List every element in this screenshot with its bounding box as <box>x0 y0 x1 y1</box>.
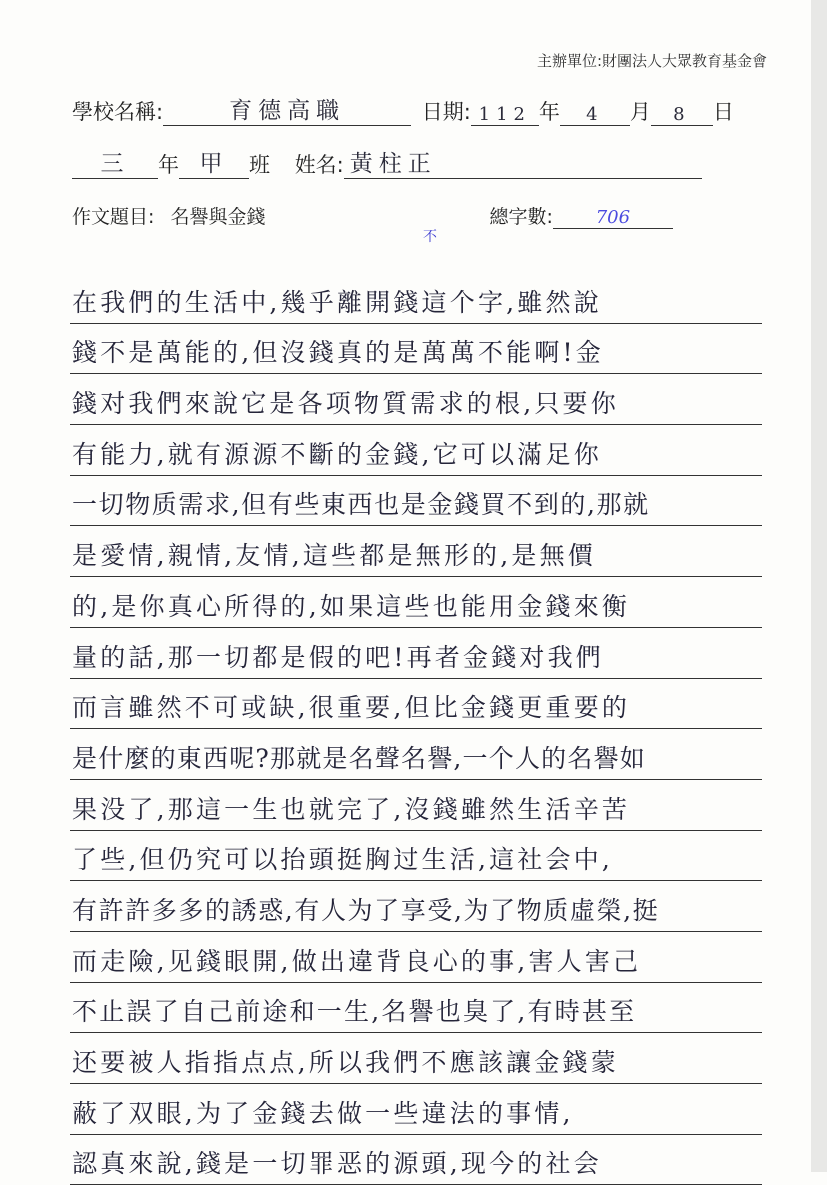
date-month: 4 <box>560 104 630 126</box>
essay-line <box>70 729 762 780</box>
class-value: 甲 <box>179 145 249 179</box>
essay-line <box>70 679 762 730</box>
essay-line-text: 而言雖然不可或缺,很重要,但比金錢更重要的 <box>72 693 631 723</box>
date-day: 8 <box>651 104 713 126</box>
essay-line <box>70 374 762 425</box>
date-year: 112 <box>471 104 539 126</box>
word-count-label: 總字數: <box>489 206 553 228</box>
essay-line-text: 錢对我們來說它是各项物質需求的根,只要你 <box>72 389 619 419</box>
topic-row <box>72 202 673 229</box>
essay-line <box>70 425 762 476</box>
essay-line <box>70 476 762 527</box>
essay-line-text: 而走險,见錢眼開,做出違背良心的事,害人害己 <box>72 946 642 976</box>
year-label: 年 <box>538 100 560 124</box>
class-row <box>72 145 702 179</box>
topic-label: 作文題目: <box>72 206 155 228</box>
grade-label: 年 <box>158 153 179 177</box>
essay-line-text: 的,是你真心所得的,如果這些也能用金錢來衡 <box>72 591 631 621</box>
essay-line-text: 果没了,那這一生也就完了,沒錢雖然生活辛苦 <box>72 794 631 824</box>
name-label: 姓名: <box>294 153 344 177</box>
month-label: 月 <box>629 100 651 124</box>
essay-line <box>70 1084 762 1135</box>
essay-line <box>70 780 762 831</box>
essay-line-text: 是愛情,親情,友情,這些都是無形的,是無價 <box>72 541 596 571</box>
class-label: 班 <box>249 153 270 177</box>
essay-line-text: 一切物质需求,但有些東西也是金錢買不到的,那就 <box>72 490 650 520</box>
essay-line <box>70 628 762 679</box>
page-edge <box>811 0 827 1172</box>
grade-value: 三 <box>72 145 158 179</box>
school-value: 育德高職 <box>163 92 411 126</box>
essay-line-text: 还要被人指指点点,所以我們不應該讓金錢蒙 <box>72 1048 619 1077</box>
sponsor-text: 主辦單位:財團法人大眾教育基金會 <box>536 52 767 70</box>
essay-line <box>70 577 762 628</box>
essay-line-text: 量的話,那一切都是假的吧!再者金錢对我們 <box>72 642 604 672</box>
essay-line <box>70 881 762 932</box>
name-value: 黃柱正 <box>344 145 702 179</box>
essay-line-text: 錢不是萬能的,但沒錢真的是萬萬不能啊!金 <box>72 338 604 368</box>
essay-line <box>70 324 762 375</box>
essay-line-text: 有許許多多的誘惑,有人为了享受,为了物质虛榮,挺 <box>72 895 660 925</box>
essay-line-text: 蔽了双眼,为了金錢去做一些違法的事情, <box>72 1098 574 1128</box>
essay-lines <box>70 273 762 1185</box>
essay-line <box>70 526 762 577</box>
insert-mark: 不 <box>423 229 437 245</box>
essay-line <box>70 831 762 882</box>
essay-line <box>70 1033 762 1084</box>
date-label: 日期: <box>421 100 471 124</box>
word-count-value: 706 <box>553 207 673 229</box>
school-row <box>72 92 734 126</box>
essay-line <box>70 273 762 324</box>
essay-line-text: 在我們的生活中,幾乎離開錢這个字,雖然說 <box>72 287 602 317</box>
essay-line <box>70 1135 762 1185</box>
topic-value: 名譽與金錢 <box>170 206 266 228</box>
essay-line-text: 認真來說,錢是一切罪恶的源頭,现今的社会 <box>72 1149 602 1179</box>
day-label: 日 <box>712 100 734 124</box>
essay-line-text: 不止誤了自己前途和一生,名譽也臭了,有時甚至 <box>72 997 637 1027</box>
essay-line-text: 了些,但仍究可以抬頭挺胸过生活,這社会中, <box>72 845 614 875</box>
essay-line <box>70 983 762 1034</box>
essay-line-text: 是什麼的東西呢?那就是名聲名譽,一个人的名譽如 <box>72 743 646 773</box>
school-label: 學校名稱: <box>72 100 164 124</box>
essay-line <box>70 932 762 983</box>
essay-line-text: 有能力,就有源源不斷的金錢,它可以滿足你 <box>72 439 602 469</box>
